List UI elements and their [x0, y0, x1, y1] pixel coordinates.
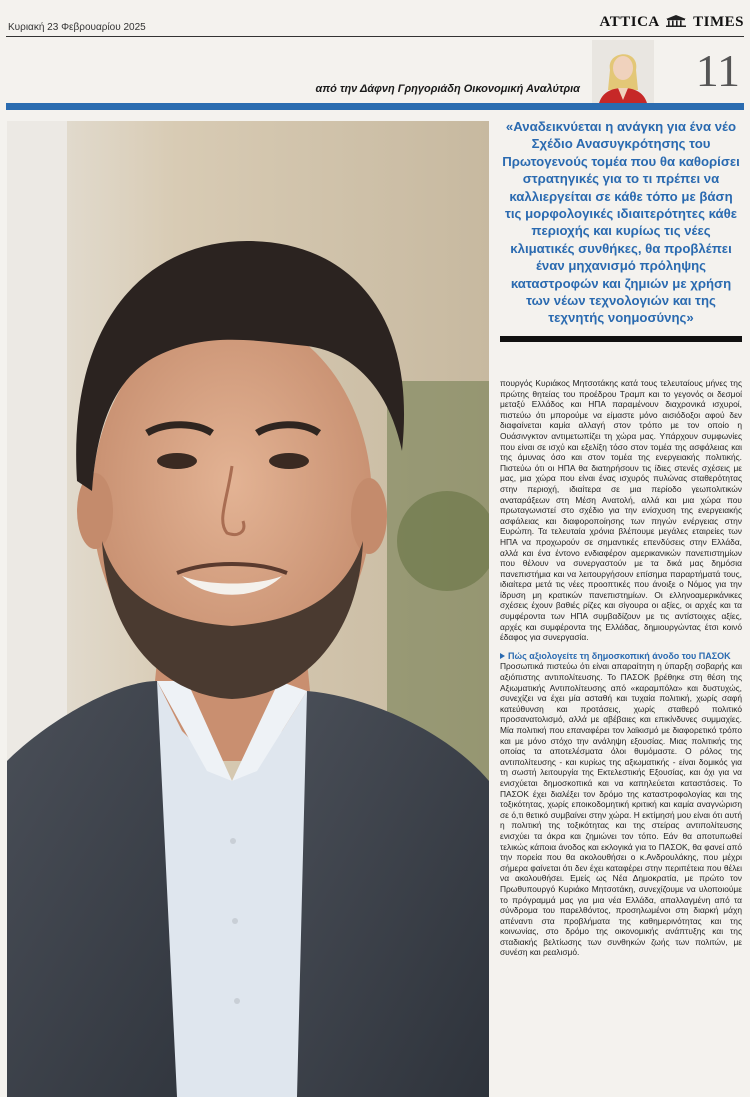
pull-quote: «Αναδεικνύεται η ανάγκη για ένα νέο Σχέδιο Ανασυγκρότησης του Πρωτογενούς τομέα που θα καθορίσει στρατηγικές για το τι πρέπει να καλλιεργείται σε κάθε τόπο με βάση τις μορφολογικές ιδιαιτερότητες κάθε περιοχής και κυρίως τις νέες κλιματικές συνθήκες, θα προβλέπει έναν μηχανισμό πρόληψης καταστροφών και ζημιών με χρήση των νέων τεχνολογιών και της τεχνητής νοημοσύνης» [502, 119, 740, 326]
article-subhead [500, 651, 742, 662]
temple-icon [665, 15, 687, 27]
article-paragraph: Προσωπικά πιστεύω ότι είναι απαραίτητη η ύπαρξη σοβαρής και αξιόπιστης αντιπολίτευσης. Το ΠΑΣΟΚ βρέθηκε στη θέση της Αξιωματικής Αντιπολίτευσης από «καραμπόλα» και δυστυχώς, συνεχίζει να έχει μία ασταθή και τυχαία πολιτική, χωρίς σαφή κατεύθυνση και προτάσεις, χωρίς σταθερό πολιτικό προσανατολισμό, αλλά με αβέβαιες και επικίνδυνες συμμαχίες. Μία πολιτική που επαναφέρει τον λαϊκισμό με διαφορετικό τρόπο και με μόνο στόχο την ανάληψη εξουσίας. Μιας πολιτικής της οποίας τα αποτελέσματα όλοι θυμόμαστε. Ο ρόλος της αντιπολίτευσης - και κυρίως της αξιωματικής - είναι δομικός για τη σωστή λειτουργία της Εκτελεστικής Εξουσίας, και όχι για να ενισχύεται δημοσκοπικά και να καπηλεύεται καταστάσεις. Το ΠΑΣΟΚ έχει διαλέξει τον δρόμο της καταστροφολογίας και της τοξικότητας, χωρίς εποικοδομητική κριτική και καμία αναγνώριση σε ό,τι θετικό συμβαίνει στην χώρα. Η εκτίμησή μου είναι ότι αυτή η πολιτική της τοξικότητας και της στείρας αντιπολίτευσης ενισχύει τα άκρα και ζημιώνει τον τόπο. Εάν θα αποτυπωθεί τελικώς κάποια άνοδος και εκλογικά για το ΠΑΣΟΚ, θα φανεί από την πορεία που θα ακολουθήσει ο κ.Ανδρουλάκης, που μέχρι σήμερα φαίνεται ότι δεν έχει καταφέρει στην περιπέτεια που θέλει να ακολουθήσει. Εμείς ως Νέα Δημοκρατία, με πρώτο τον Πρωθυπουργό Κυριάκο Μητσοτάκη, συνεχίζουμε να υλοποιούμε το πρόγραμμά μας για μια νέα Ελλάδα, απαλλαγμένη από τα σύνδρομα του παρελθόντος, προσηλωμένοι στη διαρκή μάχη απέναντι στα προβλήματα της καθημερινότητας και της κοινωνίας, στο δρόμο της οικονομικής ανάπτυξης και της σταδιακής βελτίωσης των συνθηκών ζωής των πολιτών, με συνέση και ρεαλισμό. [500, 661, 742, 958]
triangle-bullet-icon [500, 653, 505, 659]
article-subhead-text: Πώς αξιολογείτε τη δημοσκοπική άνοδο του ΠΑΣΟΚ [508, 650, 731, 661]
page-number: 11 [695, 45, 740, 96]
header-rule [6, 36, 744, 37]
article-paragraph: πουργός Κυριάκος Μητσοτάκης κατά τους τελευταίους μήνες της πρώτης θητείας του προέδρου Τραμπ και το γεγονός οι δεσμοί μεταξύ Ελλάδος και ΗΠΑ παραμένουν διαχρονικά ισχυροί, πιστεύω ότι μπορούμε να είμαστε μόνο αισιόδοξοι αφού δεν διαφαίνεται καμία αλλαγή στον τρόπο με τον οποίο η Ουάσινγκτον αντιμετωπίζει τη χώρα μας. Υπάρχουν συμφωνίες που είναι σε ισχύ και εξελίξη τόσο στον τομέα της ασφάλειας και της άμυνας όσο και στον τομέα της ενεργειακής πολιτικής. Πιστεύω ότι οι ΗΠΑ θα διατηρήσουν τις ίδιες στενές σχέσεις με μας, μια χώρα που είναι ένας ισχυρός πυλώνας σταθερότητας στην περιοχή, ιδιαίτερα σε μια περίοδο γεωπολιτικών αναταράξεων στη Μέση Ανατολή, αλλά και μια χώρα που πρωταγωνιστεί στο σχέδιο για την ενίσχυση της ενεργειακής ασφάλειας και διαφοροποίησης των πηγών ενέργειας στην Ευρώπη. Τα τελευταία χρόνια βλέπουμε μεγάλες εταιρείες των ΗΠΑ να προχωρούν σε σημαντικές επενδύσεις στην Ελλάδα, αλλά και ένα έντονο ενδιαφέρον αμερικανικών πανεπιστημίων που θέλουν να συνεργαστούν με τα δικά μας δημόσια πανεπιστήμια και να λειτουργήσουν επίσημα παραρτήματά τους, ιδιαίτερα μετά τις νέες προοπτικές που άνοιξε ο Νόμος για την ίδρυση μη κρατικών πανεπιστημίων. Οι ελληνοαμερικάνικες σχέσεις έχουν βαθιές ρίζες και σίγουρα οι αξίες, οι αρχές και τα συμφέροντα των ΗΠΑ συμβαδίζουν με τις αντίστοιχες αξίες, αρχές και συμφέροντα της Ελλάδας, δημιουργώντας έτσι κοινό έδαφος για συνεργασία. [500, 378, 742, 643]
pull-quote-rule [500, 336, 742, 342]
masthead-logo [600, 14, 745, 31]
article-body [500, 378, 742, 1097]
byline: από την Δάφνη Γρηγοριάδη Οικονομική Αναλύτρια [315, 83, 580, 95]
author-photo [592, 40, 654, 108]
masthead-times: TIMES [693, 14, 744, 30]
portrait-photo [7, 121, 489, 1097]
issue-date: Κυριακή 23 Φεβρουαρίου 2025 [8, 22, 146, 33]
masthead-attica: ATTICA [599, 14, 659, 30]
blue-accent-bar [6, 103, 744, 110]
